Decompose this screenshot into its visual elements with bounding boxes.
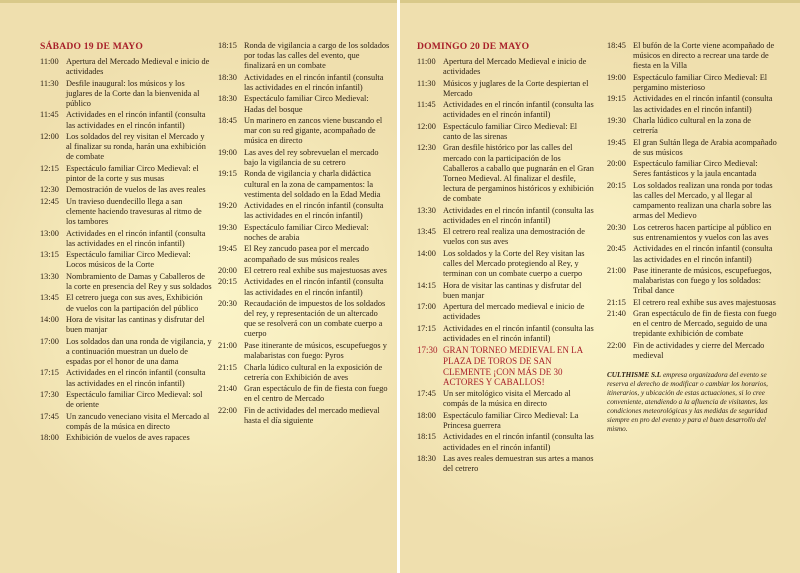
event-description: Actividades en el rincón infantil (consulta las actividades en el rincón infantil): [66, 228, 206, 248]
event-description: El bufón de la Corte viene acompañado de músicos en directo a recrear una tarde de fiesta en la Villa: [633, 41, 775, 71]
event-description: Un marinero en zancos viene buscando el mar con su red gigante, acompañado de música en directo: [244, 115, 383, 146]
event-row: [607, 298, 777, 308]
event-description: Actividades en el rincón infantil (consulta las actividades en el rincón infantil): [244, 277, 384, 297]
event-row: [218, 363, 390, 383]
event-description: Actividades en el rincón infantil (consulta las actividades en el rincón infantil): [244, 72, 384, 92]
event-row: [417, 302, 595, 322]
event-time: 21:00: [218, 340, 237, 350]
event-description: Ronda de vigilancia y charla didáctica cultural en la zona de campamentos: la vestimenta del soldado en la Edad Media: [244, 169, 381, 199]
event-time: 12:45: [40, 196, 59, 206]
event-row: [218, 169, 390, 199]
event-description: Espectáculo familiar Circo Medieval: sol de oriente: [66, 390, 203, 410]
event-time: 11:00: [417, 57, 436, 66]
event-row: [417, 411, 595, 431]
event-description: Un ser mitológico visita el Mercado al compás de la música en directo: [443, 389, 571, 409]
event-row: [417, 281, 595, 301]
event-row: [218, 94, 390, 114]
event-row: [417, 79, 595, 99]
highlight-event-row: [417, 345, 595, 387]
sunday-column-1: [417, 41, 595, 476]
event-row: [607, 309, 777, 339]
event-row: [607, 138, 777, 158]
sunday-title: DOMINGO 20 DE MAYO: [417, 41, 530, 52]
event-description: El cetrero real realiza una demostración de vuelos con sus aves: [443, 227, 585, 247]
event-row: [40, 132, 212, 162]
event-time: 18:45: [218, 115, 237, 125]
event-description: Gran espectáculo de fin de fiesta con fuego en el centro de Mercado: [244, 384, 388, 404]
event-description: Las aves reales demuestran sus artes a manos del cetrero: [443, 453, 594, 474]
event-row: [218, 41, 390, 71]
event-description: Espectáculo familiar Circo Medieval: Locos músicos de la Corte: [66, 250, 191, 270]
event-description: El cetrero juega con sus aves, Exhibición de vuelos con la partipación del público: [66, 293, 203, 313]
event-description: Los cetreros hacen partícipe al público en sus entrenamientos y vuelos con las aves: [633, 222, 772, 242]
event-description: El cetrero real exhibe sus majestuosas aves: [244, 265, 387, 275]
event-row: [218, 299, 390, 340]
event-time: 20:15: [607, 180, 626, 190]
event-time: 22:00: [607, 340, 626, 350]
event-time: 20:00: [607, 159, 626, 169]
event-description: Gran desfile histórico por las calles del mercado con la participación de los Caballeros a caballo que pugnarán en el Gran Torneo Medieval. Al finalizar el desfile, lectura de pergaminos históricos y exhibición de combate: [443, 143, 594, 204]
organizer-note-text: empresa organizadora del evento se reserva el derecho de modificar o cambiar los horarios, itinerarios, y ubicación de estas actuaciones, si lo cree conveniente, atendiendo a la afluencia de visitantes, las condiciones meteorológicas y las medidas de seguridad siempre en pro del evento y para el buen desarrollo del mismo.: [607, 371, 768, 434]
event-row: [218, 201, 390, 221]
event-row: [607, 223, 777, 243]
event-time: 14:00: [417, 248, 436, 258]
event-time: 17:15: [417, 323, 436, 333]
event-time: 21:40: [607, 309, 626, 319]
event-description: Espectáculo familiar Circo Medieval: La Princesa guerrera: [443, 410, 579, 430]
event-time: 12:00: [40, 131, 59, 141]
event-time: 12:30: [40, 185, 59, 195]
event-description: Actividades en el rincón infantil (consulta las actividades en el rincón infantil): [633, 244, 773, 264]
event-description: GRAN TORNEO MEDIEVAL EN LA PLAZA DE TOROS DE SAN CLEMENTE ¡CON MÁS DE 30 ACTORES Y CABALLOS!: [443, 345, 583, 388]
event-description: Actividades en el rincón infantil (consulta las actividades en el rincón infantil): [66, 368, 206, 388]
event-time: 11:45: [417, 100, 436, 110]
event-time: 17:00: [417, 302, 436, 312]
event-time: 19:00: [218, 147, 237, 157]
event-description: Hora de visitar las cantinas y disfrutar del buen manjar: [66, 315, 205, 335]
event-row: [40, 110, 212, 130]
event-description: Espectáculo familiar Circo Medieval: El pergamino misterioso: [633, 72, 768, 92]
event-row: [218, 341, 390, 361]
event-time: 18:30: [417, 453, 436, 463]
event-row: [607, 73, 777, 93]
event-row: [40, 272, 212, 292]
event-description: Fin de actividades y cierre del Mercado medieval: [633, 340, 765, 361]
event-time: 19:45: [218, 244, 237, 254]
event-description: Demostración de vuelos de las aves reales: [66, 185, 206, 195]
event-time: 20:30: [218, 299, 237, 309]
event-description: Apertura del mercado medieval e inicio de actividades: [443, 302, 585, 322]
saturday-column-1: [40, 41, 212, 445]
event-row: [40, 433, 212, 443]
event-time: 13:45: [40, 293, 59, 303]
event-description: Los soldados dan una ronda de vigilancia, y a continuación muestran un duelo de espadas por el honor de una dama: [66, 336, 212, 366]
event-time: 12:00: [417, 121, 436, 131]
event-time: 11:45: [40, 110, 59, 120]
event-description: Los soldados y la Corte del Rey visitan las calles del Mercado protegiendo al Rey, y terminan con un combate cuerpo a cuerpo: [443, 248, 585, 279]
event-time: 11:30: [40, 78, 59, 88]
event-row: [417, 206, 595, 226]
event-row: [40, 250, 212, 270]
event-time: 19:30: [607, 115, 626, 125]
event-row: [218, 223, 390, 243]
event-time: 17:45: [417, 389, 436, 399]
event-time: 13:30: [417, 205, 436, 215]
event-row: [218, 73, 390, 93]
event-description: Gran espectáculo de fin de fiesta con fuego en el centro de Mercado, seguido de una trepidante exhibición de combate: [633, 309, 777, 339]
event-time: 12:15: [40, 163, 59, 173]
event-row: [40, 57, 212, 77]
event-time: 13:30: [40, 271, 59, 281]
event-time: 19:00: [607, 72, 626, 82]
event-description: Actividades en el rincón infantil (consulta las actividades en el rincón infantil): [66, 110, 206, 130]
event-row: [40, 197, 212, 227]
event-time: 20:30: [607, 222, 626, 232]
event-time: 13:15: [40, 250, 59, 260]
event-time: 13:00: [40, 228, 59, 238]
event-description: Espectáculo familiar Circo Medieval: Hadas del bosque: [244, 94, 369, 114]
event-description: Charla lúdico cultural en la zona de cetrería: [633, 115, 751, 136]
event-row: [40, 185, 212, 195]
event-time: 21:15: [218, 362, 237, 372]
event-description: Los soldados del rey visitan el Mercado y al finalizar su ronda, harán una exhibición de combate: [66, 131, 206, 162]
event-row: [40, 337, 212, 367]
event-time: 19:15: [218, 169, 237, 179]
event-time: 20:45: [607, 244, 626, 254]
event-row: [607, 159, 777, 179]
event-row: [40, 79, 212, 109]
event-description: El gran Sultán llega de Arabia acompañado de sus músicos: [633, 137, 777, 157]
event-time: 22:00: [218, 405, 237, 415]
saturday-page: [0, 0, 397, 573]
event-row: [417, 454, 595, 474]
event-row: [218, 148, 390, 168]
event-row: [40, 315, 212, 335]
event-description: Actividades en el rincón infantil (consulta las actividades en el rincón infantil): [443, 100, 594, 120]
event-row: [218, 266, 390, 276]
event-description: Recaudación de impuestos de los soldados del rey, y representación de un altercado que se resolverá con un combate cuerpo a cuerpo: [244, 299, 386, 339]
event-description: Un travieso duendecillo llega a san clemente haciendo travesuras al ritmo de los tambores: [66, 196, 202, 227]
saturday-column-2: [218, 41, 390, 427]
event-row: [40, 390, 212, 410]
event-row: [417, 324, 595, 344]
event-time: 21:40: [218, 384, 237, 394]
event-row: [40, 368, 212, 388]
sunday-page: [400, 0, 800, 573]
event-time: 11:00: [40, 57, 59, 66]
event-time: 17:30: [40, 390, 59, 399]
event-time: 19:15: [607, 94, 626, 104]
event-row: [417, 100, 595, 120]
event-time: 19:45: [607, 137, 626, 147]
event-time: 18:00: [40, 433, 59, 443]
event-row: [40, 229, 212, 249]
organizer-brand: CULTHISME S.L: [607, 371, 662, 380]
event-time: 21:15: [607, 297, 626, 307]
event-description: Las aves del rey sobrevuelan el mercado bajo la vigilancia de su cetrero: [244, 147, 379, 167]
event-row: [218, 116, 390, 146]
event-description: El Rey zancudo pasea por el mercado acompañado de sus músicos reales: [244, 244, 369, 264]
event-row: [218, 406, 390, 426]
event-description: Espectáculo familiar Circo Medieval: el pintor de la corte y sus musas: [66, 163, 199, 183]
event-description: Apertura del Mercado Medieval e inicio de actividades: [443, 57, 587, 77]
event-description: Los soldados realizan una ronda por todas las calles del Mercado, y al llegar al campamento realizan una charla sobre las armas del Medievo: [633, 180, 773, 221]
event-row: [607, 181, 777, 222]
event-time: 19:20: [218, 201, 237, 211]
event-time: 14:00: [40, 315, 59, 325]
event-description: Hora de visitar las cantinas y disfrutar del buen manjar: [443, 280, 582, 300]
event-row: [417, 432, 595, 452]
event-row: [417, 227, 595, 247]
event-description: Pase itinerante de músicos, escupefuegos y malabaristas con fuego: Pyros: [244, 340, 387, 361]
event-row: [417, 249, 595, 279]
event-row: [417, 57, 595, 77]
saturday-title: SÁBADO 19 DE MAYO: [40, 41, 143, 52]
event-row: [218, 244, 390, 264]
event-description: El cetrero real exhibe sus aves majestuosas: [633, 297, 776, 307]
organizer-note: [607, 371, 777, 434]
event-description: Actividades en el rincón infantil (consulta las actividades en el rincón infantil): [443, 205, 594, 225]
event-description: Desfile inaugural: los músicos y los juglares de la Corte dan la bienvenida al público: [66, 78, 200, 108]
event-description: Fin de actividades del mercado medieval hasta el día siguiente: [244, 405, 380, 425]
event-row: [218, 384, 390, 404]
event-time: 20:15: [218, 277, 237, 287]
event-time: 19:30: [218, 222, 237, 232]
event-time: 20:00: [218, 265, 237, 275]
event-description: Apertura del Mercado Medieval e inicio de actividades: [66, 57, 210, 77]
event-description: Espectáculo familiar Circo Medieval: El canto de las sirenas: [443, 121, 578, 141]
event-time: 17:45: [40, 411, 59, 421]
sunday-column-2: [607, 41, 777, 434]
event-row: [40, 164, 212, 184]
event-time: 12:30: [417, 143, 436, 153]
event-row: [417, 143, 595, 204]
event-row: [607, 266, 777, 296]
event-row: [607, 244, 777, 264]
event-time: 18:15: [218, 41, 237, 50]
event-row: [607, 116, 777, 136]
event-time: 13:45: [417, 227, 436, 237]
event-row: [218, 277, 390, 297]
event-time: 18:45: [607, 41, 626, 50]
event-description: Actividades en el rincón infantil (consulta las actividades en el rincón infantil): [244, 201, 384, 221]
event-time: 11:30: [417, 78, 436, 88]
event-description: Actividades en el rincón infantil (consulta las actividades en el rincón infantil): [633, 94, 773, 114]
event-row: [607, 94, 777, 114]
event-row: [417, 389, 595, 409]
event-description: Ronda de vigilancia a cargo de los soldados por todas las calles del evento, que finalizará en un combate: [244, 41, 390, 71]
event-time: 18:30: [218, 72, 237, 82]
event-description: Un zancudo veneciano visita el Mercado al compás de la música en directo: [66, 411, 210, 431]
event-description: Pase itinerante de músicos, escupefuegos, malabaristas con fuego y los soldados: Tribal dance: [633, 265, 772, 296]
event-time: 14:15: [417, 280, 436, 290]
event-time: 17:00: [40, 336, 59, 346]
event-row: [40, 412, 212, 432]
event-row: [607, 41, 777, 71]
event-description: Charla lúdico cultural en la exposición de cetrería con Exhibición de aves: [244, 362, 383, 382]
event-time: 17:30: [417, 345, 438, 356]
event-row: [417, 122, 595, 142]
event-time: 18:15: [417, 432, 436, 442]
event-description: Exhibición de vuelos de aves rapaces: [66, 433, 190, 443]
event-description: Actividades en el rincón infantil (consulta las actividades en el rincón infantil): [443, 432, 594, 452]
event-row: [607, 341, 777, 361]
event-time: 18:00: [417, 410, 436, 420]
event-description: Actividades en el rincón infantil (consulta las actividades en el rincón infantil): [443, 323, 594, 344]
event-description: Músicos y juglares de la Corte despiertan el Mercado: [443, 78, 589, 98]
event-description: Nombramiento de Damas y Caballeros de la corte en presencia del Rey y sus soldados: [66, 271, 212, 291]
event-time: 17:15: [40, 368, 59, 378]
event-description: Espectáculo familiar Circo Medieval: noches de arabia: [244, 222, 369, 242]
event-row: [40, 293, 212, 313]
event-time: 21:00: [607, 265, 626, 275]
event-description: Espectáculo familiar Circo Medieval: Seres fantásticos y la jaula encantada: [633, 159, 758, 179]
event-time: 18:30: [218, 94, 237, 104]
